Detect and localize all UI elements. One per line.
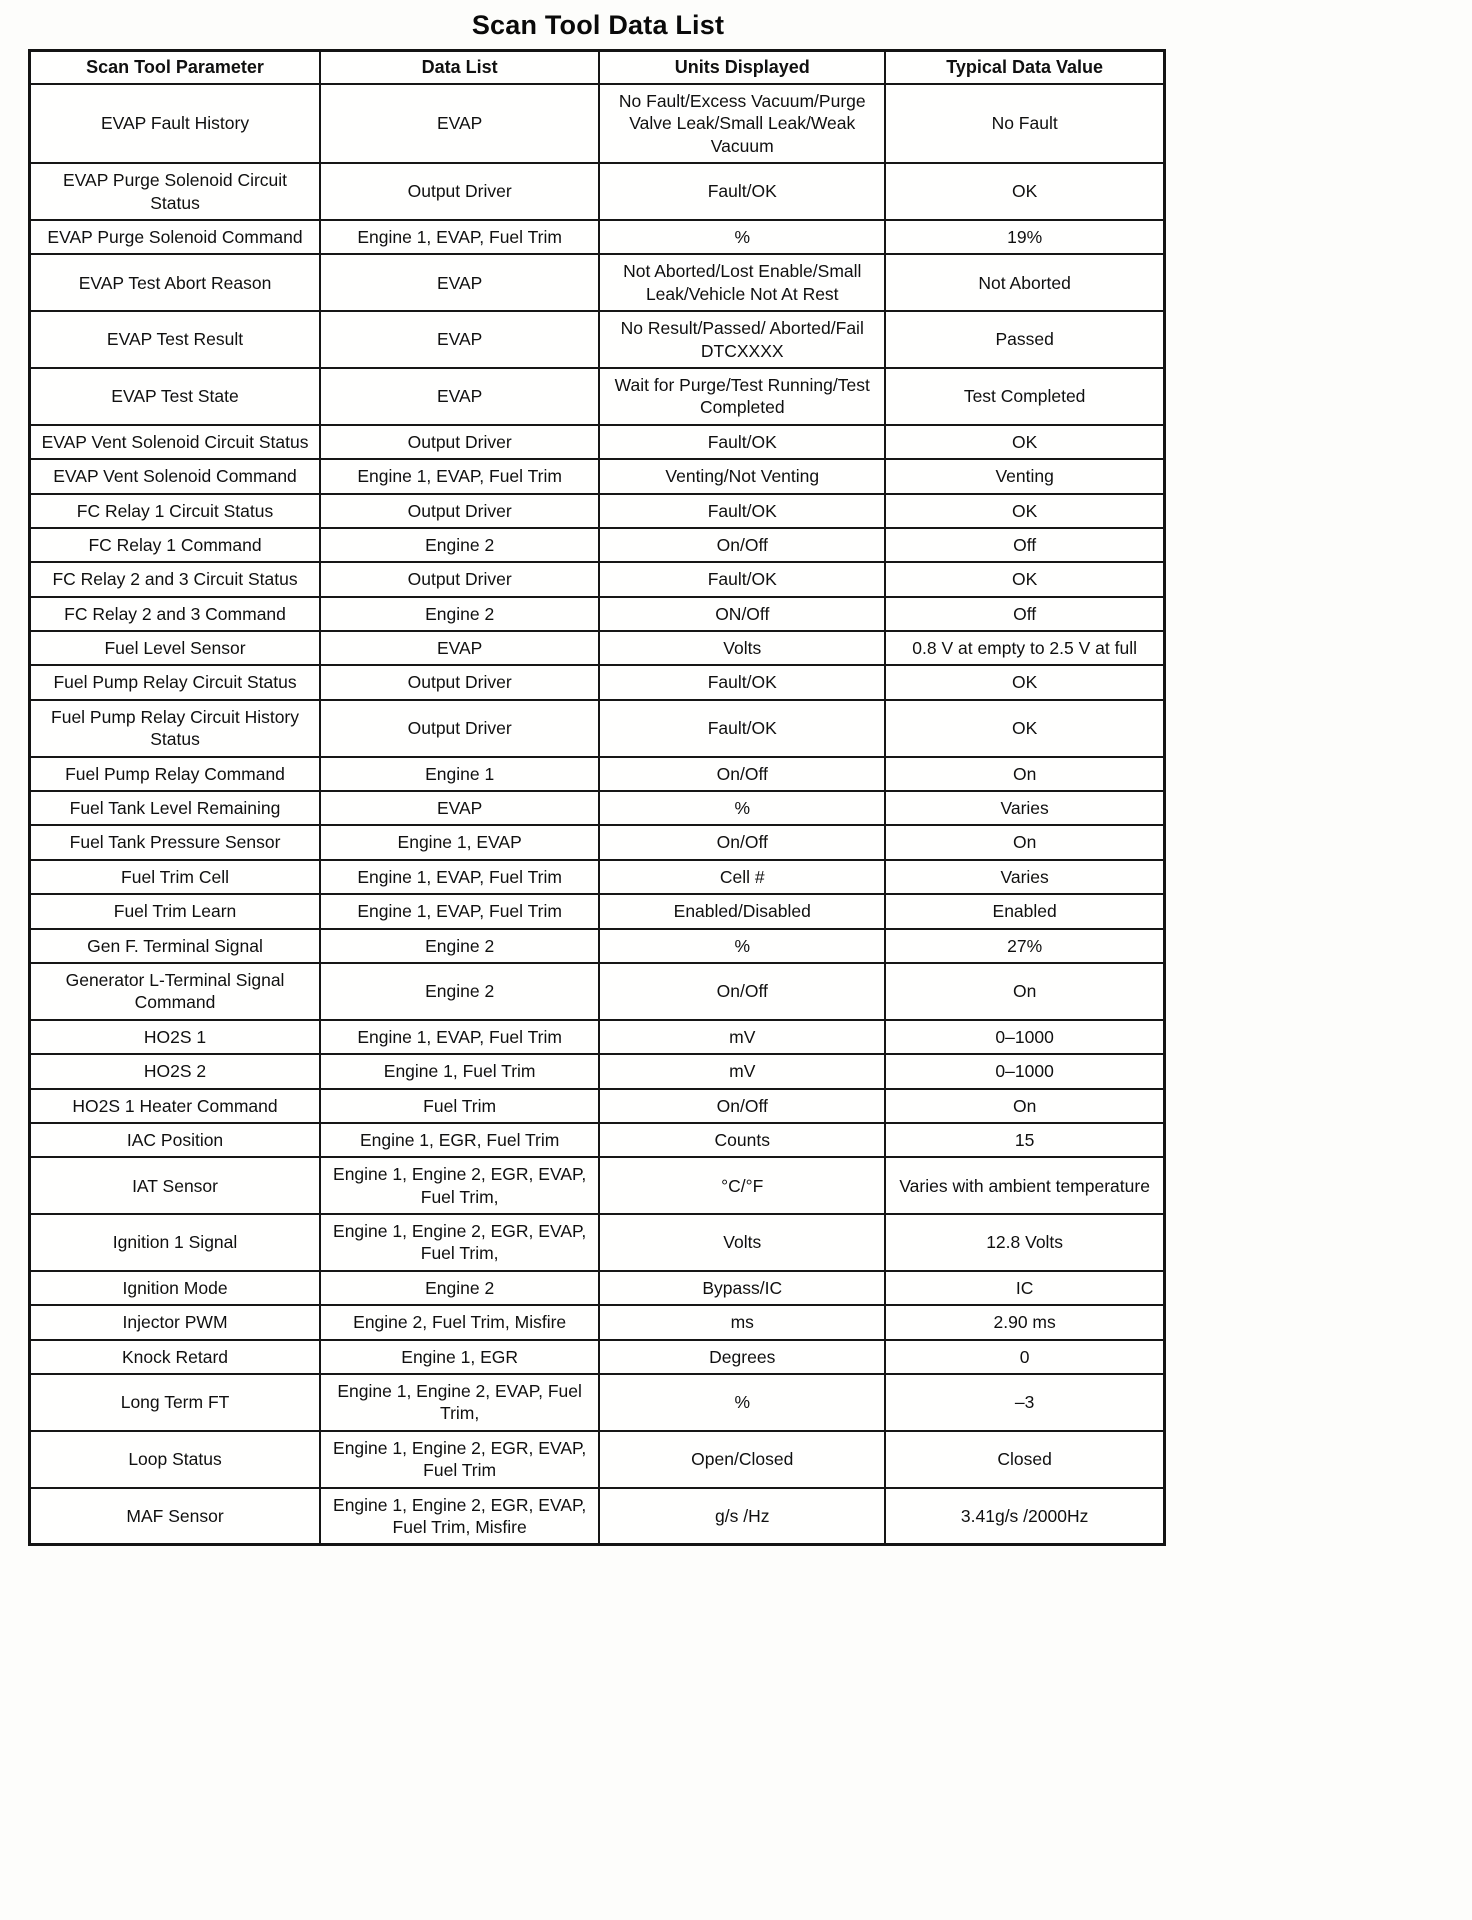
cell-typical-data-value: 2.90 ms [885, 1305, 1164, 1339]
cell-data-list: Engine 2 [320, 963, 599, 1020]
cell-data-list: Engine 2 [320, 528, 599, 562]
cell-parameter: Generator L-Terminal Signal Command [30, 963, 321, 1020]
cell-data-list: EVAP [320, 254, 599, 311]
cell-units-displayed: Fault/OK [599, 425, 885, 459]
cell-parameter: Loop Status [30, 1431, 321, 1488]
table-row [30, 597, 1165, 631]
table-row [30, 1020, 1165, 1054]
cell-units-displayed: Venting/Not Venting [599, 459, 885, 493]
table-row [30, 1214, 1165, 1271]
cell-units-displayed: % [599, 1374, 885, 1431]
cell-typical-data-value: OK [885, 665, 1164, 699]
cell-units-displayed: Open/Closed [599, 1431, 885, 1488]
table-row [30, 1157, 1165, 1214]
cell-typical-data-value: 3.41g/s /2000Hz [885, 1488, 1164, 1545]
header-cell-parameter: Scan Tool Parameter [30, 51, 321, 85]
cell-data-list: Output Driver [320, 494, 599, 528]
cell-data-list: Engine 1, Engine 2, EVAP, Fuel Trim, [320, 1374, 599, 1431]
cell-parameter: IAC Position [30, 1123, 321, 1157]
cell-data-list: Output Driver [320, 562, 599, 596]
cell-parameter: HO2S 1 Heater Command [30, 1089, 321, 1123]
cell-typical-data-value: Off [885, 528, 1164, 562]
cell-data-list: Engine 1, EVAP [320, 825, 599, 859]
cell-units-displayed: On/Off [599, 528, 885, 562]
table-row [30, 1054, 1165, 1088]
cell-typical-data-value: 0–1000 [885, 1020, 1164, 1054]
cell-data-list: Output Driver [320, 163, 599, 220]
table-row [30, 459, 1165, 493]
cell-data-list: EVAP [320, 84, 599, 163]
cell-typical-data-value: OK [885, 700, 1164, 757]
cell-data-list: EVAP [320, 368, 599, 425]
cell-units-displayed: Fault/OK [599, 494, 885, 528]
table-row [30, 791, 1165, 825]
cell-typical-data-value: 27% [885, 929, 1164, 963]
cell-typical-data-value: 15 [885, 1123, 1164, 1157]
cell-parameter: EVAP Vent Solenoid Circuit Status [30, 425, 321, 459]
cell-parameter: FC Relay 1 Circuit Status [30, 494, 321, 528]
cell-typical-data-value: 0–1000 [885, 1054, 1164, 1088]
cell-typical-data-value: –3 [885, 1374, 1164, 1431]
table-row [30, 84, 1165, 163]
cell-units-displayed: Fault/OK [599, 700, 885, 757]
table-row [30, 368, 1165, 425]
cell-units-displayed: Cell # [599, 860, 885, 894]
header-cell-units-displayed: Units Displayed [599, 51, 885, 85]
cell-data-list: Engine 2, Fuel Trim, Misfire [320, 1305, 599, 1339]
cell-units-displayed: Degrees [599, 1340, 885, 1374]
table-row [30, 254, 1165, 311]
cell-units-displayed: On/Off [599, 963, 885, 1020]
cell-parameter: Long Term FT [30, 1374, 321, 1431]
table-row [30, 631, 1165, 665]
cell-units-displayed: mV [599, 1020, 885, 1054]
cell-typical-data-value: Enabled [885, 894, 1164, 928]
scan-tool-data-table [28, 49, 1166, 1546]
cell-parameter: Injector PWM [30, 1305, 321, 1339]
cell-parameter: EVAP Test Result [30, 311, 321, 368]
cell-parameter: HO2S 2 [30, 1054, 321, 1088]
cell-parameter: IAT Sensor [30, 1157, 321, 1214]
cell-data-list: Engine 1, EVAP, Fuel Trim [320, 860, 599, 894]
table-row [30, 1431, 1165, 1488]
cell-data-list: Engine 1, EGR, Fuel Trim [320, 1123, 599, 1157]
table-row [30, 860, 1165, 894]
cell-data-list: Engine 1, EVAP, Fuel Trim [320, 220, 599, 254]
table-row [30, 1123, 1165, 1157]
header-cell-data-list: Data List [320, 51, 599, 85]
cell-data-list: Output Driver [320, 665, 599, 699]
table-row [30, 665, 1165, 699]
cell-data-list: Engine 1, Fuel Trim [320, 1054, 599, 1088]
cell-units-displayed: ms [599, 1305, 885, 1339]
cell-data-list: Output Driver [320, 700, 599, 757]
cell-typical-data-value: On [885, 757, 1164, 791]
cell-parameter: EVAP Test State [30, 368, 321, 425]
cell-parameter: FC Relay 2 and 3 Command [30, 597, 321, 631]
cell-units-displayed: No Result/Passed/ Aborted/Fail DTCXXXX [599, 311, 885, 368]
cell-parameter: EVAP Vent Solenoid Command [30, 459, 321, 493]
cell-units-displayed: % [599, 791, 885, 825]
table-row [30, 1340, 1165, 1374]
cell-data-list: Engine 1, Engine 2, EGR, EVAP, Fuel Trim, Misfire [320, 1488, 599, 1545]
cell-typical-data-value: 0.8 V at empty to 2.5 V at full [885, 631, 1164, 665]
cell-parameter: Fuel Pump Relay Command [30, 757, 321, 791]
cell-parameter: EVAP Fault History [30, 84, 321, 163]
cell-typical-data-value: Test Completed [885, 368, 1164, 425]
cell-parameter: Fuel Tank Pressure Sensor [30, 825, 321, 859]
cell-units-displayed: On/Off [599, 1089, 885, 1123]
cell-data-list: EVAP [320, 631, 599, 665]
cell-data-list: Fuel Trim [320, 1089, 599, 1123]
cell-units-displayed: On/Off [599, 825, 885, 859]
cell-typical-data-value: No Fault [885, 84, 1164, 163]
table-row [30, 825, 1165, 859]
cell-units-displayed: On/Off [599, 757, 885, 791]
page-title: Scan Tool Data List [471, 10, 725, 40]
table-row [30, 163, 1165, 220]
cell-parameter: Fuel Level Sensor [30, 631, 321, 665]
table-row [30, 425, 1165, 459]
cell-units-displayed: Enabled/Disabled [599, 894, 885, 928]
cell-parameter: Fuel Pump Relay Circuit Status [30, 665, 321, 699]
cell-typical-data-value: On [885, 963, 1164, 1020]
table-row [30, 894, 1165, 928]
cell-data-list: EVAP [320, 791, 599, 825]
cell-typical-data-value: Off [885, 597, 1164, 631]
cell-typical-data-value: 12.8 Volts [885, 1214, 1164, 1271]
cell-units-displayed: Bypass/IC [599, 1271, 885, 1305]
table-row [30, 1271, 1165, 1305]
cell-data-list: Engine 1 [320, 757, 599, 791]
table-row [30, 528, 1165, 562]
table-row [30, 929, 1165, 963]
cell-data-list: Engine 1, EVAP, Fuel Trim [320, 459, 599, 493]
table-row [30, 1488, 1165, 1545]
cell-units-displayed: Fault/OK [599, 163, 885, 220]
cell-units-displayed: Fault/OK [599, 562, 885, 596]
cell-parameter: Fuel Tank Level Remaining [30, 791, 321, 825]
cell-parameter: EVAP Purge Solenoid Command [30, 220, 321, 254]
cell-units-displayed: No Fault/Excess Vacuum/Purge Valve Leak/Small Leak/Weak Vacuum [599, 84, 885, 163]
cell-data-list: EVAP [320, 311, 599, 368]
table-row [30, 1089, 1165, 1123]
cell-typical-data-value: 0 [885, 1340, 1164, 1374]
cell-data-list: Engine 1, EVAP, Fuel Trim [320, 1020, 599, 1054]
cell-typical-data-value: Passed [885, 311, 1164, 368]
table-body [30, 84, 1165, 1545]
cell-data-list: Engine 2 [320, 597, 599, 631]
table-row [30, 311, 1165, 368]
cell-parameter: FC Relay 1 Command [30, 528, 321, 562]
cell-units-displayed: Fault/OK [599, 665, 885, 699]
table-row [30, 494, 1165, 528]
cell-data-list: Engine 2 [320, 929, 599, 963]
table-row [30, 1374, 1165, 1431]
cell-parameter: FC Relay 2 and 3 Circuit Status [30, 562, 321, 596]
cell-parameter: Fuel Trim Cell [30, 860, 321, 894]
cell-parameter: Knock Retard [30, 1340, 321, 1374]
cell-parameter: Ignition Mode [30, 1271, 321, 1305]
cell-typical-data-value: Closed [885, 1431, 1164, 1488]
cell-data-list: Engine 1, EGR [320, 1340, 599, 1374]
cell-parameter: EVAP Test Abort Reason [30, 254, 321, 311]
cell-units-displayed: Wait for Purge/Test Running/Test Completed [599, 368, 885, 425]
cell-typical-data-value: IC [885, 1271, 1164, 1305]
table-row [30, 963, 1165, 1020]
cell-units-displayed: Volts [599, 631, 885, 665]
cell-units-displayed: Counts [599, 1123, 885, 1157]
cell-typical-data-value: OK [885, 425, 1164, 459]
cell-data-list: Engine 1, Engine 2, EGR, EVAP, Fuel Trim [320, 1431, 599, 1488]
cell-parameter: Gen F. Terminal Signal [30, 929, 321, 963]
cell-units-displayed: % [599, 929, 885, 963]
table-row [30, 562, 1165, 596]
cell-typical-data-value: Varies with ambient temperature [885, 1157, 1164, 1214]
cell-typical-data-value: Not Aborted [885, 254, 1164, 311]
cell-units-displayed: Not Aborted/Lost Enable/Small Leak/Vehicle Not At Rest [599, 254, 885, 311]
cell-parameter: Fuel Trim Learn [30, 894, 321, 928]
table-row [30, 1305, 1165, 1339]
cell-data-list: Engine 2 [320, 1271, 599, 1305]
cell-typical-data-value: On [885, 825, 1164, 859]
cell-units-displayed: °C/°F [599, 1157, 885, 1214]
cell-typical-data-value: On [885, 1089, 1164, 1123]
cell-typical-data-value: OK [885, 494, 1164, 528]
cell-data-list: Output Driver [320, 425, 599, 459]
cell-typical-data-value: 19% [885, 220, 1164, 254]
cell-units-displayed: mV [599, 1054, 885, 1088]
cell-typical-data-value: OK [885, 163, 1164, 220]
table-row [30, 757, 1165, 791]
cell-data-list: Engine 1, Engine 2, EGR, EVAP, Fuel Trim, [320, 1214, 599, 1271]
cell-parameter: Ignition 1 Signal [30, 1214, 321, 1271]
cell-typical-data-value: Venting [885, 459, 1164, 493]
cell-parameter: Fuel Pump Relay Circuit History Status [30, 700, 321, 757]
cell-units-displayed: Volts [599, 1214, 885, 1271]
cell-units-displayed: g/s /Hz [599, 1488, 885, 1545]
table-header-row [30, 51, 1165, 85]
cell-data-list: Engine 1, EVAP, Fuel Trim [320, 894, 599, 928]
cell-typical-data-value: Varies [885, 860, 1164, 894]
cell-data-list: Engine 1, Engine 2, EGR, EVAP, Fuel Trim, [320, 1157, 599, 1214]
cell-typical-data-value: OK [885, 562, 1164, 596]
cell-typical-data-value: Varies [885, 791, 1164, 825]
header-cell-typical-data-value: Typical Data Value [885, 51, 1164, 85]
table-row [30, 700, 1165, 757]
cell-parameter: EVAP Purge Solenoid Circuit Status [30, 163, 321, 220]
cell-parameter: MAF Sensor [30, 1488, 321, 1545]
table-row [30, 220, 1165, 254]
cell-units-displayed: % [599, 220, 885, 254]
cell-units-displayed: ON/Off [599, 597, 885, 631]
cell-parameter: HO2S 1 [30, 1020, 321, 1054]
